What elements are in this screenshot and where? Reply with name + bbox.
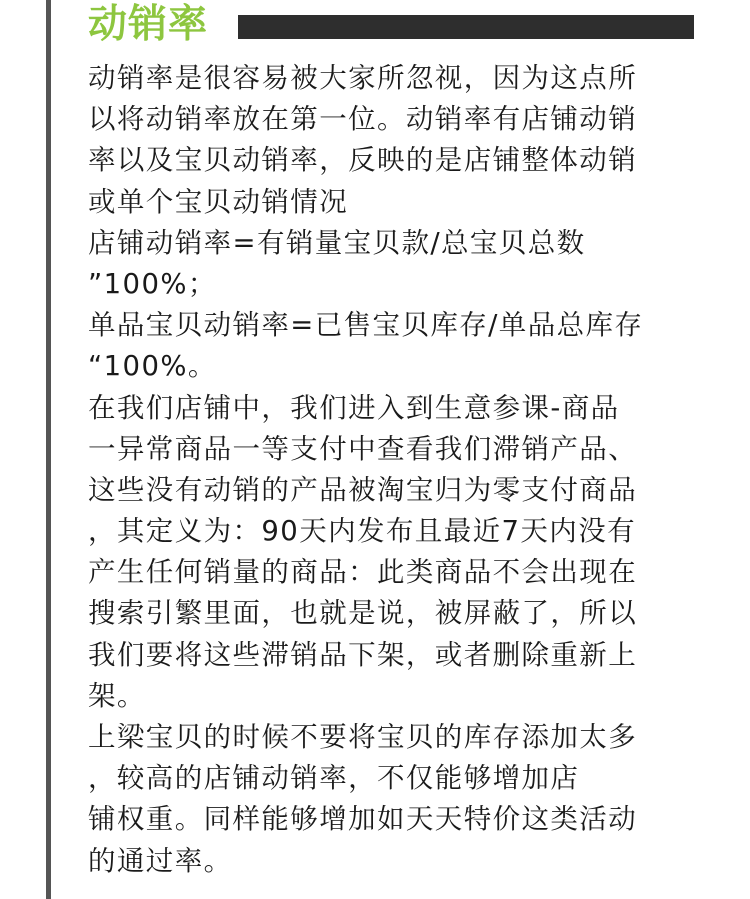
- body-line: 在我们店铺中，我们进入到生意参课-商品: [88, 391, 620, 424]
- section-title: 动销率: [88, 2, 209, 47]
- body-line: 搜索引繁里面，也就是说，被屏蔽了，所以: [88, 597, 638, 630]
- left-vertical-rule: [46, 0, 51, 899]
- body-line: 一异常商品一等支付中查看我们滞销产品、: [88, 432, 638, 465]
- formula-line: 店铺动销率=有销量宝贝款/总宝贝总数: [88, 226, 586, 259]
- body-line: 的通过率。: [88, 844, 233, 877]
- title-decorative-bar: [238, 15, 694, 39]
- body-line: 架。: [88, 679, 146, 712]
- body-line: ，较高的店铺动销率，不仅能够增加店: [88, 762, 580, 795]
- body-text: [88, 58, 700, 882]
- body-line: 产生任何销量的商品：此类商品不会出现在: [88, 556, 638, 589]
- body-line: 以将动销率放在第一位。动销率有店铺动销: [88, 103, 638, 136]
- formula-line: ”100%；: [88, 267, 217, 300]
- formula-line: 单品宝贝动销率=已售宝贝库存/单品总库存: [88, 309, 644, 342]
- body-line: 动销率是很容易被大家所忽视，因为这点所: [88, 62, 638, 94]
- body-line: ，其定义为：90天内发布且最近7天内没有: [88, 515, 636, 548]
- body-line: 这些没有动销的产品被淘宝归为零支付商品: [88, 473, 638, 506]
- body-line: 我们要将这些滞销品下架，或者删除重新上: [88, 638, 638, 671]
- body-line: 率以及宝贝动销率，反映的是店铺整体动销: [88, 144, 638, 177]
- body-line: 上梁宝贝的时候不要将宝贝的库存添加太多: [88, 721, 638, 753]
- formula-line: “100%。: [88, 350, 217, 383]
- section-header: [88, 2, 694, 48]
- body-line: 或单个宝贝动销情况: [88, 185, 349, 218]
- body-line: 铺权重。同样能够增加如天天特价这类活动: [88, 803, 638, 836]
